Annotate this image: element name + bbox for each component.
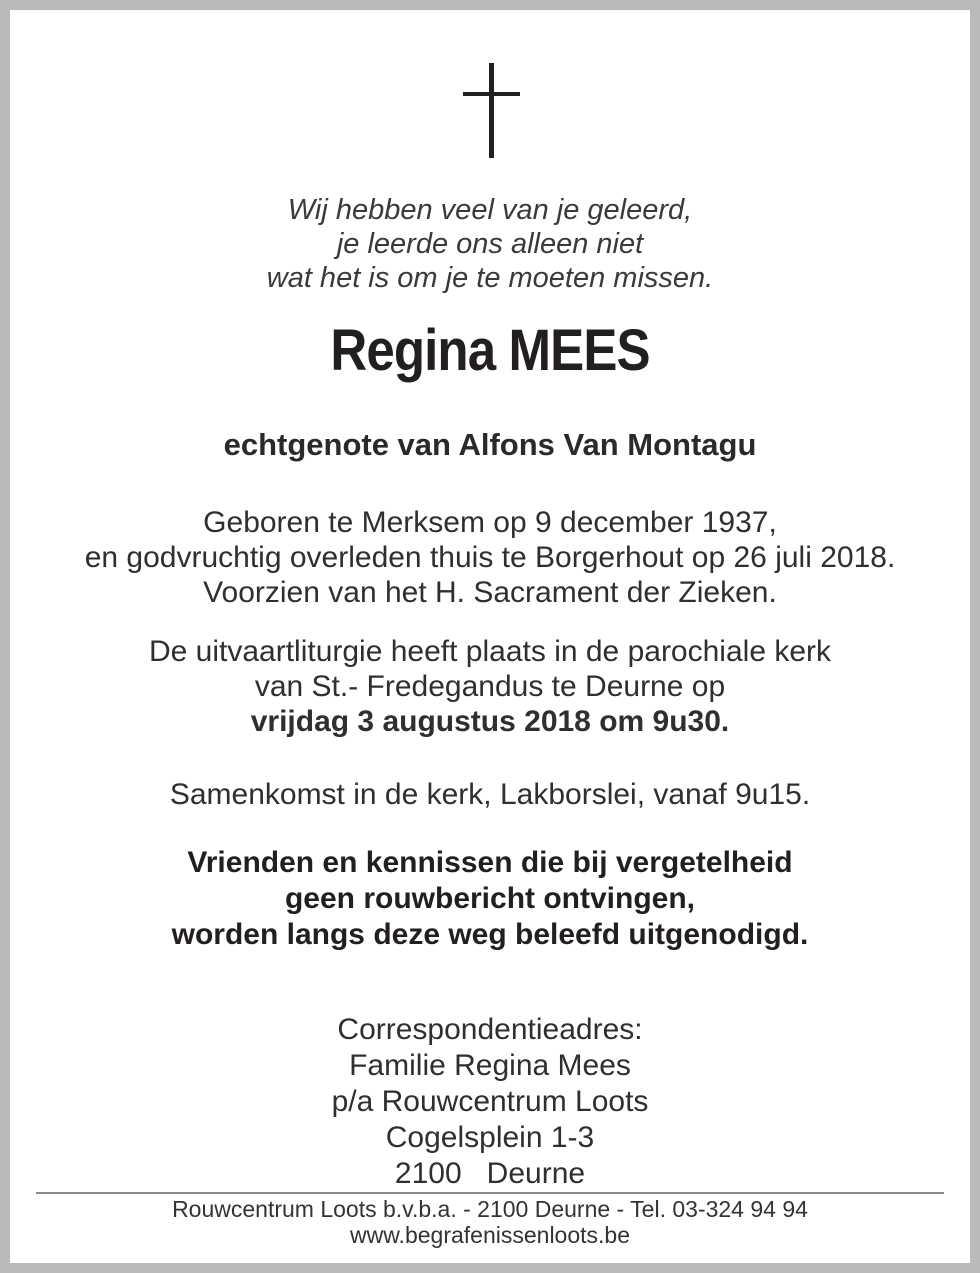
deceased-name: Regina MEES — [330, 318, 650, 383]
address-line: p/a Rouwcentrum Loots — [331, 1085, 649, 1118]
poem — [0, 193, 980, 295]
footer-website-link[interactable]: www.begrafenissenloots.be — [350, 1222, 630, 1248]
correspondence-address — [0, 1012, 980, 1192]
poem-line: wat het is om je te moeten missen. — [266, 262, 714, 294]
address-line: Familie Regina Mees — [349, 1049, 631, 1082]
footer-company: Rouwcentrum Loots b.v.b.a. - 2100 Deurne - Tel. 03-324 94 94 — [172, 1196, 808, 1222]
funeral-line: van St.- Fredegandus te Deurne op — [254, 670, 726, 703]
address-line: Cogelsplein 1-3 — [385, 1121, 595, 1154]
cross-icon — [463, 63, 520, 158]
invitation-line: worden langs deze weg beleefd uitgenodigd. — [171, 918, 809, 951]
address-line: 2100 Deurne — [394, 1157, 586, 1190]
sacrament-line: Voorzien van het H. Sacrament der Zieken. — [203, 576, 777, 609]
poem-line: je leerde ons alleen niet — [336, 228, 644, 260]
invitation — [0, 845, 980, 953]
poem-line: Wij hebben veel van je geleerd, — [287, 194, 693, 226]
address-heading: Correspondentieadres: — [337, 1013, 643, 1046]
invitation-line: geen rouwbericht ontvingen, — [284, 882, 696, 915]
invitation-line: Vrienden en kennissen die bij vergetelheid — [187, 846, 793, 879]
birth-death-info — [0, 505, 980, 610]
death-line: en godvruchtig overleden thuis te Borgerhout op 26 juli 2018. — [84, 541, 896, 574]
footer-divider — [36, 1192, 944, 1194]
funeral-date: vrijdag 3 augustus 2018 om 9u30. — [250, 705, 730, 738]
spouse-line: echtgenote van Alfons Van Montagu — [223, 427, 757, 462]
gathering-info: Samenkomst in de kerk, Lakborslei, vanaf 9u15. — [169, 778, 811, 811]
footer — [0, 1196, 980, 1248]
birth-line: Geboren te Merksem op 9 december 1937, — [203, 506, 777, 539]
funeral-line: De uitvaartliturgie heeft plaats in de parochiale kerk — [148, 635, 832, 668]
funeral-info — [0, 634, 980, 739]
